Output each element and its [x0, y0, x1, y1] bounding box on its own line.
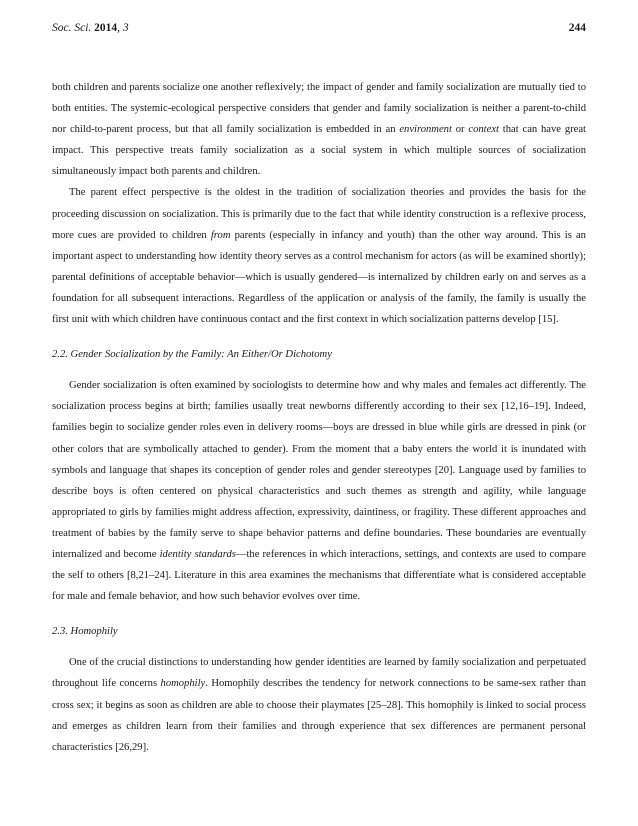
- emphasis-text: from: [210, 229, 231, 241]
- text-run: or: [451, 124, 469, 136]
- text-run: One of the crucial distinctions to understanding how gender identities are learned by family socialization and perpetuated throughout life concerns: [52, 657, 586, 690]
- text-run: both children and parents socialize one another reflexively; the impact of gender and family socialization are mutually tied to both entities. The systemic-ecological perspective considers that gender and family socialization is neither a parent-to-child nor child-to-parent process, but that all family socialization is embedded in an: [52, 82, 586, 136]
- text-run: The parent effect perspective is the oldest in the tradition of socialization theories and provides the basis for the proceeding discussion on socialization. This is primarily due to the fact that while identity construction is a reflexive process, more cues are provided to children: [52, 187, 586, 241]
- paragraph-gender-socialization: [52, 375, 586, 607]
- journal-year: 2014: [94, 22, 118, 34]
- section-spacer: [52, 607, 586, 621]
- journal-citation: Soc. Sci. 2014, 3: [52, 22, 129, 34]
- article-body: [52, 77, 586, 758]
- section-spacer: [52, 642, 586, 652]
- text-run: Gender socialization is often examined by sociologists to determine how and why males and females act differently. The socialization process begins at birth; families usually treat newborns differently according to their sex [12,16–19]. Indeed, families begin to socialize gender roles even in delivery rooms—boys are dressed in blue while girls are dressed in pink (or other colors that are symbolically attached to gender). From the moment that a baby enters the world it is inundated with symbols and language that shapes its conception of gender roles and gender stereotypes [20]. Language used by families to describe boys is often centered on physical characteristics and such themes as strength and agility, while language appropriated to girls by families might address affection, expressivity, daintiness, or fragility. These different approaches and treatment of babies by the family serve to shape behavior patterns and define boundaries. These boundaries are eventually internalized and become: [52, 380, 586, 560]
- section-spacer: [52, 330, 586, 344]
- running-header: [52, 22, 586, 38]
- emphasis-text: context: [468, 124, 499, 136]
- emphasis-text: environment: [399, 124, 452, 136]
- text-run: —the references in which interactions, settings, and contexts are used to compare the self to others [8,21–24]. Literature in this area examines the mechanisms that differentiate what is considered acceptable for male and female behavior, and how such behavior evolves over time.: [52, 548, 587, 603]
- section-heading-2-3: 2.3. Homophily: [52, 626, 118, 638]
- emphasis-text: homophily: [160, 678, 206, 690]
- section-spacer: [52, 365, 586, 375]
- paragraph-parent-effect: [52, 182, 586, 330]
- journal-volume: 3: [122, 22, 129, 34]
- emphasis-text: identity standards: [159, 548, 236, 560]
- journal-name: Soc. Sci.: [52, 22, 92, 34]
- text-run: that can have great impact. This perspective treats family socialization as a social system in which multiple sources of socialization simultaneously impact both parents and children.: [52, 124, 586, 178]
- paragraph-systemic-ecological: [52, 77, 586, 182]
- section-heading-2-2: 2.2. Gender Socialization by the Family: An Either/Or Dichotomy: [52, 349, 332, 361]
- text-run: parents (especially in infancy and youth) than the other way around. This is an important aspect to understanding how identity theory serves as a control mechanism for actors (as will be examined shortly); parental definitions of acceptable behavior—which is usually gendered—is internalized by children early on and serves as a foundation for all subsequent interactions. Regardless of the application or analysis of the family, the family is usually the first unit with which children have continuous contact and the first context in which socialization patterns develop [15].: [52, 229, 586, 326]
- page-number: 244: [568, 22, 586, 34]
- text-run: . Homophily describes the tendency for network connections to be same-sex rather than cross sex; it begins as soon as children are able to choose their playmates [25–28]. This homophily is linked to social process and emerges as children learn from their families and through experience that sex differences are permanent personal characteristics [26,29].: [52, 678, 587, 753]
- paragraph-homophily: [52, 652, 586, 757]
